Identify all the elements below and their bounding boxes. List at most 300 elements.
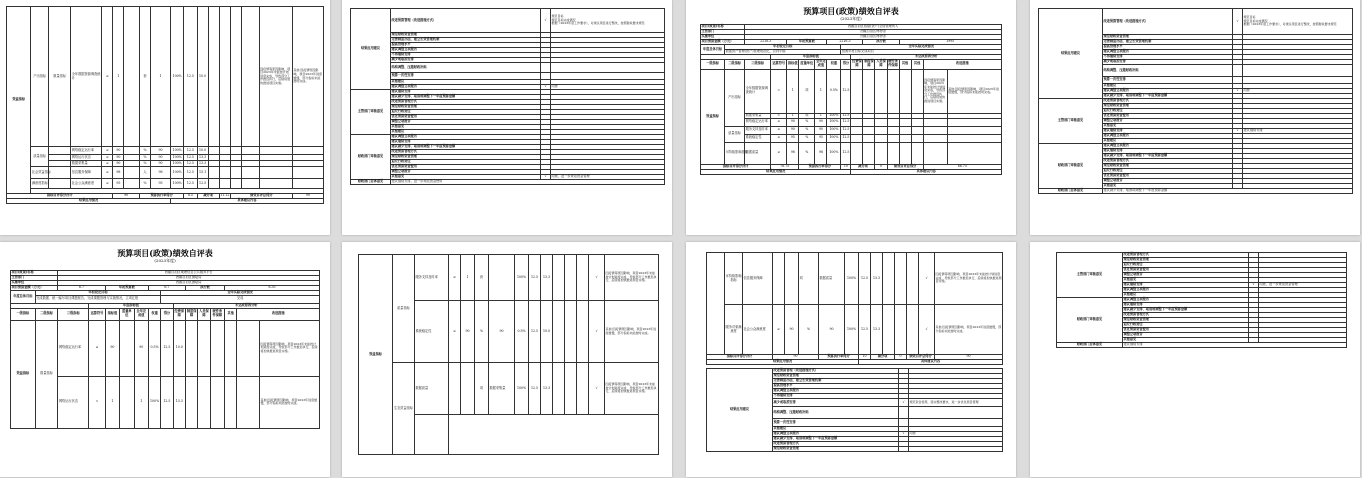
use-item: 建议减少安排、取消或调整下一年度预算金额 — [773, 437, 899, 442]
sum-total: 90 — [773, 355, 819, 360]
score2: 13.3 — [871, 305, 883, 355]
fin-item: 建议调整立项报告 — [1103, 134, 1233, 139]
score: 12.5 — [529, 301, 541, 363]
op: ≥ — [102, 167, 113, 179]
fin-item: 其他意见 — [1103, 124, 1233, 129]
fin-item: 改进预算管理方式 — [1123, 253, 1249, 258]
sum-avg-label: 预算执行率得分 — [139, 194, 183, 199]
indicator-i7: 信息服务保障 — [71, 167, 102, 179]
col-hw: 硬件条件保障 — [888, 59, 898, 68]
score: 12.5 — [184, 179, 197, 189]
score: 12.5 — [841, 126, 851, 134]
actual: 1 — [151, 7, 171, 147]
score: 12.5 — [841, 118, 851, 126]
sum-final-label: 绩效自评总得分 — [907, 355, 935, 360]
use-item: 结构调整、压缩财政补贴 — [391, 63, 541, 73]
use-item: 改进预算管理方式 — [773, 442, 899, 447]
actual: 数据采集量 — [489, 363, 515, 415]
lvl2-qty: 数量指标 — [49, 7, 71, 147]
val: 98 — [113, 167, 124, 179]
sum-total: 76.75 — [771, 164, 799, 169]
val-b3: 1995 — [899, 40, 1001, 45]
actual: 95 — [815, 134, 827, 142]
use-item: 完善制度办法、建立长效管理机制 — [391, 38, 541, 43]
col-actual: 全年完成值 — [134, 308, 148, 320]
lvl2-sat: 满意度指标 — [31, 179, 49, 189]
sum-avg: 10 — [841, 164, 851, 169]
val: 1 — [787, 113, 799, 118]
val-dept: 西藏自治区测绘局 — [58, 276, 320, 281]
agree: 同意 — [1243, 89, 1353, 94]
check: √ — [541, 175, 551, 180]
sum-final: 66.75 — [923, 164, 1001, 169]
hdr-budget: 项目预算金额（万元） — [11, 286, 58, 291]
fin-item: 建议减少安排、取消或调整下一年度预算金额 — [1103, 154, 1233, 159]
fin-item: 优化预算资金使用 — [391, 115, 541, 120]
use-item: 完善制度办法、建立长效管理机制 — [1103, 40, 1233, 45]
result-table — [350, 8, 665, 185]
score2: 13.3 — [199, 154, 207, 159]
sum-final: 90 — [292, 194, 323, 199]
hdr-dept: 主管部门 — [11, 276, 58, 281]
col-value: 指标值 — [105, 308, 119, 320]
plan-text: 完成数据、统一编写项目课题报告，完成课题管理与实施情况，立项汇报 — [35, 295, 161, 303]
indicator-i2: 网络稳定运行率 — [71, 147, 102, 155]
score: 12.5 — [859, 305, 871, 355]
fin-item: 规范财政资金管理 — [1103, 164, 1233, 169]
val: 90 — [113, 161, 124, 167]
actual: 90 — [151, 147, 171, 155]
score2: 10.0 — [197, 147, 208, 155]
lvl2: 质量指标 — [725, 126, 745, 142]
use-item: 提高管理水平 — [773, 384, 899, 389]
done-text: 按照年度目标完成项目 — [841, 49, 1002, 54]
col-l1: 一级指标 — [701, 59, 725, 69]
col-other: 其他 — [225, 308, 237, 320]
fin-item: 优化预算资金使用 — [391, 165, 541, 170]
col-hw: 硬件条件保障 — [210, 308, 224, 320]
result-label: 结果应用情况 — [707, 360, 859, 365]
page-year: (2023年度) — [840, 16, 862, 21]
op: ≥ — [771, 134, 787, 142]
col-l1: 一级指标 — [11, 308, 36, 320]
fin-item: 建议减少安排、取消或调整下一年度预算金额 — [391, 95, 541, 100]
weight: 100% — [170, 7, 183, 147]
col-measure: 改进措施 — [237, 308, 320, 320]
score2: 10.0 — [541, 301, 553, 363]
indicator: 全年数据资源调查统计 — [745, 69, 771, 113]
doc-page-5 — [0, 242, 330, 477]
lvl2-qual: 质量指标 — [31, 147, 49, 167]
fin-item: 调整立项报告 — [1103, 179, 1233, 184]
indicator: 网络运行状态 — [58, 376, 89, 428]
fin-item: 优化预算资金使用 — [1123, 328, 1249, 333]
weight: 100% — [170, 147, 183, 155]
sec-dept: 主管部门审核意见 — [1039, 99, 1103, 144]
sum-total-label: 指标自评得分合计 — [701, 164, 771, 169]
hdr-impl: 实施单位 — [701, 35, 745, 40]
check: √ — [541, 85, 551, 90]
op: ≥ — [771, 126, 787, 134]
indicator-table-3 — [706, 252, 1003, 365]
use-item: 规范财政资金管理 — [391, 33, 541, 38]
use-item: 改进预算管理（改进措施方式） — [773, 369, 899, 374]
reason2: 其他:因疫情原因影响，项目2023年进度缓慢，部分指标未能按时完成。 — [260, 376, 320, 428]
op: ≥ — [771, 118, 787, 126]
use-item: 预算一次性安排 — [773, 419, 899, 427]
val-b2: 2216.3 — [827, 40, 863, 45]
lvl2: 数量指标 — [35, 320, 58, 428]
unit: % — [799, 126, 815, 134]
col-sys: 制度保障 — [864, 59, 874, 68]
note-block: 规范目标 规范目标完成情况 根据《2023年度工作要求》，对建议项目进行整改，按照财政要求规范 — [551, 9, 665, 33]
val: 1 — [113, 7, 124, 147]
note: 规范资金使用，落实整改要求，进一步优化项目管理 — [909, 399, 1003, 407]
val-dept: 西藏自治区博物馆 — [745, 30, 1002, 35]
fin-item: 其他意见 — [1123, 278, 1249, 283]
hdr-done: 全年实际完成情况 — [841, 45, 1002, 50]
col-other2: 其他 — [911, 59, 923, 69]
fin-item: 优化预算资金使用 — [1103, 174, 1233, 179]
weight: 0.5% — [827, 69, 841, 113]
val: 90 — [787, 126, 799, 134]
unit: 套 — [475, 255, 489, 301]
col-value: 指标值 — [787, 59, 799, 69]
col-fund: 经费保障 — [173, 308, 185, 320]
weight: 100% — [515, 255, 529, 301]
result-table-4 — [1056, 252, 1347, 348]
col-score: 得分 — [841, 59, 851, 69]
hdr-impl: 实施单位 — [11, 281, 58, 286]
fin-item: 建议调整立项报告 — [1123, 298, 1249, 303]
unit: 项 — [799, 69, 815, 113]
reason: 因疫情等原因影响，项目2023年未能按计划进度完成，导致部分工作推迟执行，后续将加快推进项目实施。 — [605, 363, 659, 415]
fin-item: 调整立项报告 — [1103, 119, 1233, 124]
weight: 100% — [170, 179, 183, 189]
hdr-begin: 年初预算数 — [105, 286, 148, 291]
sec-result: 结果应用建议 — [707, 369, 773, 452]
val: 98 — [787, 142, 799, 164]
score2: 13.3 — [199, 160, 207, 165]
lvl1-effect: 效益指标 — [359, 255, 393, 455]
op: ≥ — [102, 147, 113, 155]
fin-item: 其他意见 — [1123, 338, 1249, 343]
indicator-i3: 网络运行状态 — [71, 155, 102, 161]
fin-item: 建议继续安排 — [1103, 149, 1233, 154]
sec-fin: 财政部门审核意见 — [1039, 144, 1103, 189]
fin-item: 建议调整立项报告 — [1103, 144, 1233, 149]
op: = — [89, 376, 105, 428]
actual: 98 — [815, 142, 827, 164]
val-b2: 6.7 — [148, 286, 185, 291]
reason2: 其他:因疫情原因影响，项目2023年进度缓慢，部分指标未能按时完成。 — [935, 305, 1003, 355]
fin-item: 建议减少安排、取消或调整下一年度预算金额 — [391, 145, 541, 150]
doc-page-8 — [1030, 242, 1360, 477]
val: 1 — [461, 255, 475, 301]
op: ≥ — [89, 320, 105, 376]
check: √ — [1249, 283, 1259, 288]
fin-item: 改进预算管理方式 — [1103, 159, 1233, 164]
use-item: 不再继续安排 — [391, 53, 541, 58]
unit: % — [799, 142, 815, 164]
actual: 90 — [151, 161, 171, 167]
use-item: 提高管理水平 — [391, 43, 541, 48]
done-text: 完成 — [161, 295, 320, 303]
doc-page-4 — [1030, 0, 1360, 235]
measure: 其他:因疫情原因影响，项目2023年进度缓慢，部分指标未能按时完成。 — [947, 69, 1001, 113]
score: 12.5 — [184, 147, 197, 155]
op: ≥ — [102, 7, 113, 147]
col-measure: 改进措施 — [923, 59, 1001, 69]
use-item: 其他建议 — [1103, 84, 1233, 89]
check: √ — [1233, 9, 1243, 35]
hdr-begin: 年初预算数 — [787, 40, 827, 45]
score2: 12.5 — [197, 179, 208, 189]
lvl2-social: 社会效益指标 — [31, 167, 49, 179]
col-analysis: 未达成原因分析 — [173, 303, 319, 308]
page-title: 预算项目(政策)绩效自评表 — [803, 6, 899, 16]
doc-page-2 — [342, 0, 672, 235]
agree: 建议继续安排 — [1243, 129, 1353, 134]
fin-item: 改进预算管理方式 — [1103, 99, 1233, 104]
sum-avg: 8.5 — [184, 194, 197, 199]
unit: % — [139, 161, 150, 167]
score2: 13.3 — [541, 363, 553, 415]
fin-item: 追究行政责任 — [1123, 263, 1249, 268]
col-sys: 制度保障 — [185, 308, 197, 320]
hdr-plan: 年初设定目标 — [725, 45, 841, 50]
use-item: 建议调整立项报告 — [1103, 89, 1233, 94]
result-table-2 — [1038, 8, 1353, 194]
sum-total-label: 指标自评得分合计 — [707, 355, 773, 360]
val-name: 西藏自治区数据(资产)全面管理的入 — [745, 25, 1002, 30]
sum-total-label: 指标自评得分合计 — [7, 194, 113, 199]
col-l3: 三级指标 — [58, 308, 89, 320]
col-perf: 年度指标值 — [89, 303, 173, 308]
fin-item: 追究行政责任 — [1103, 169, 1233, 174]
sec-result: 结果应用建议 — [1039, 9, 1103, 99]
weight: 100% — [845, 305, 859, 355]
unit: % — [799, 118, 815, 126]
col-unit: 度量单位 — [120, 308, 134, 320]
val-impl: 西藏自治区博物馆 — [745, 35, 1002, 40]
sum-avg-label: 预算执行率得分 — [799, 164, 841, 169]
actual: 90 — [489, 301, 515, 363]
fin-item: 优化预算资金使用 — [1103, 114, 1233, 119]
use-item: 改进预算管理（改进措施方式） — [391, 9, 541, 33]
indicator: 系统稳定性 — [745, 134, 771, 142]
fin-item: 建议减少安排、取消或调整下一年度预算金额 — [1123, 308, 1249, 313]
sec-all: 财政部门总体意见 — [351, 180, 391, 185]
use-item: 不再继续安排 — [773, 394, 899, 399]
actual: 数据质量 — [819, 253, 845, 305]
actual: 90 — [151, 155, 171, 161]
val-b3: 6.35 — [225, 286, 320, 291]
fin-item: 规范财政资金管理 — [391, 105, 541, 110]
use-item: 建议减少安排、取消或调整下一年度预算金额 — [1103, 94, 1233, 99]
indicator: 信息服务保障 — [743, 253, 773, 305]
agree: 同意 — [909, 432, 1003, 437]
sec-all: 财政部门总体意见 — [1039, 189, 1103, 194]
col-op: 运算符号 — [771, 59, 787, 69]
lvl1-sub: 产出指标 — [31, 7, 49, 147]
unit: 项 — [799, 113, 815, 118]
op: ≥ — [449, 255, 461, 301]
use-item: 建议调整立项报告 — [391, 85, 541, 90]
fin-item: 改进预算管理方式 — [391, 100, 541, 105]
score: 12.5 — [841, 134, 851, 142]
val: 90 — [787, 118, 799, 126]
fin-item: 追究行政责任 — [391, 110, 541, 115]
fin-all: 建议继续安排，进一步规范资金使用 — [391, 180, 665, 185]
result-label: 结果应用情况 — [701, 169, 851, 174]
weight: 0.5% — [515, 301, 529, 363]
col-score: 得分 — [161, 308, 173, 320]
hdr-done: 全年实际完成情况 — [161, 291, 320, 296]
indicator-table — [6, 6, 324, 204]
fin-item: 调整立项报告 — [391, 170, 541, 175]
sec-fin: 财政部门审核意见 — [1057, 298, 1123, 343]
weight: 100% — [170, 161, 183, 167]
val-impl: 西藏自治区测绘局 — [58, 281, 320, 286]
score: 12.5 — [184, 161, 197, 167]
col-weight: 权重 — [827, 59, 841, 69]
lvl2: 可持续影响指标 — [725, 253, 743, 305]
op: = — [771, 113, 787, 118]
unit: % — [139, 155, 150, 161]
indicator: 服务支持及时率 — [745, 126, 771, 134]
use-item: 建议调整立项报告 — [773, 432, 899, 437]
use-item: 规范财政资金管理 — [773, 374, 899, 379]
score2: 13.3 — [871, 253, 883, 305]
doc-page-6 — [342, 242, 672, 477]
use-item: 建议调整立项报告 — [773, 389, 899, 394]
agree: 同意，进一步规范资金管理 — [1259, 283, 1347, 288]
fin-item: 建议调整立项报告 — [391, 135, 541, 140]
lvl1-output: 产出指标 — [725, 69, 745, 126]
sec-dept: 主管部门审核意见 — [1057, 253, 1123, 298]
page-title: 预算项目(政策)绩效自评表 — [117, 248, 213, 258]
indicator-i6: 社会公众满意度 — [71, 179, 102, 189]
score: 12.5 — [184, 167, 197, 179]
lvl2: 质量指标 — [393, 255, 415, 363]
check: √ — [589, 363, 605, 415]
fin-item: 其他意见 — [1103, 184, 1233, 189]
col-unit: 度量单位 — [799, 59, 815, 69]
actual: 90 — [815, 126, 827, 134]
sum-sub-label: 减分项 — [197, 194, 219, 199]
weight: 100% — [827, 118, 841, 126]
weight: 0.5% — [148, 320, 160, 376]
doc-page-3 — [686, 0, 1016, 235]
actual: 90 — [134, 320, 148, 376]
use-item: 建议调整立项报告 — [1103, 50, 1233, 55]
score2: 10.0 — [173, 320, 185, 376]
val-b1: 2216.3 — [745, 40, 787, 45]
weight: 100% — [827, 134, 841, 142]
check: √ — [589, 301, 605, 363]
summary-table — [700, 24, 1002, 175]
weight: 100% — [827, 142, 841, 164]
unit: 项 — [475, 363, 489, 415]
score: 12.5 — [184, 7, 197, 147]
check: √ — [589, 255, 605, 301]
use-item: 其他建议 — [391, 80, 541, 85]
reason: 因疫情等原因影响，项目2023年未能按计划进度完成，导致部分工作推迟执行，后续将加快推进项目实施。 — [935, 253, 1003, 305]
sum-avg: 10 — [859, 355, 871, 360]
col-weight: 权重 — [148, 308, 160, 320]
use-item: 结构调整、压缩财政补贴 — [773, 407, 899, 419]
val: 90 — [113, 155, 124, 161]
hdr-exec: 执行数 — [185, 286, 224, 291]
reason: 因疫情等原因影响，项目2023年未能按计划进度完成，导致部分工作推迟执行，后续将加快推进项目实施。 — [605, 255, 659, 301]
fin-item: 其他建议 — [391, 130, 541, 135]
col-fund: 经费保障 — [852, 59, 862, 68]
fin-item: 调整立项报告 — [391, 120, 541, 125]
fin-item: 建议继续安排 — [391, 140, 541, 145]
op: ≥ — [102, 161, 113, 167]
use-item: 改进预算管理（改进措施方式） — [1103, 9, 1233, 35]
val-b1: 6.7 — [58, 286, 105, 291]
use-item: 其他建议 — [773, 427, 899, 432]
indicator: 网络稳定运行率 — [745, 118, 771, 126]
lvl2: 生态效益指标 — [393, 363, 415, 455]
fin-item: 建议调整立项报告 — [1123, 288, 1249, 293]
val: 90 — [113, 147, 124, 155]
op: = — [771, 69, 787, 113]
unit: 套 — [139, 7, 150, 147]
use-item: 建议调整立项报告 — [391, 48, 541, 53]
indicator: 服务支持及时率 — [415, 255, 449, 301]
actual: 95 — [151, 179, 171, 189]
reason2: 其他:因疫情原因影响，项目2023年进度缓慢，部分指标未能按时完成。 — [605, 301, 659, 363]
col-other: 其他 — [899, 59, 911, 69]
use-item: 减少或取消安排 — [1103, 60, 1233, 65]
sec-all: 财政部门总体意见 — [1057, 343, 1123, 348]
sum-sub-label: 减分项 — [851, 164, 875, 169]
measure-text: 其他:因疫情原因影响，项目2023年进度缓慢，部分指标未能按时完成。 — [292, 7, 323, 147]
use-item: 预算一次性安排 — [1103, 77, 1233, 84]
op: ≥ — [102, 179, 113, 189]
unit: 项 — [799, 253, 819, 305]
fin-item: 调整立项报告 — [1123, 273, 1249, 278]
indicator: 数据质量 — [745, 142, 771, 164]
score: 12.5 — [529, 363, 541, 415]
val: 1 — [787, 69, 799, 113]
lvl1-effect: 效益指标 — [701, 69, 725, 164]
score: 12.5 — [841, 142, 851, 164]
use-item: 提高管理水平 — [1103, 45, 1233, 50]
sum-sub: 0 — [875, 164, 887, 169]
actual: 1 — [815, 113, 827, 118]
use-item: 减少或取消安排 — [391, 58, 541, 63]
weight: 100% — [845, 253, 859, 305]
op: ≥ — [449, 301, 461, 363]
score: 12.5 — [859, 253, 871, 305]
weight: 100% — [515, 363, 529, 415]
fin-item: 建议继续安排 — [1123, 283, 1249, 288]
summary-table-2 — [10, 270, 320, 429]
score: 12.5 — [842, 112, 850, 117]
col-analysis: 未达成原因分析 — [851, 54, 1002, 59]
fin-item: 改进预算管理方式 — [391, 150, 541, 155]
sec-result: 结果应用建议 — [351, 9, 391, 90]
weight: 100% — [827, 113, 841, 118]
col-l2: 二级指标 — [725, 59, 745, 69]
score: 12.5 — [184, 155, 197, 161]
fin-item: 规范财政资金管理 — [1103, 104, 1233, 109]
sec-fin: 财政部门审核意见 — [351, 135, 391, 180]
